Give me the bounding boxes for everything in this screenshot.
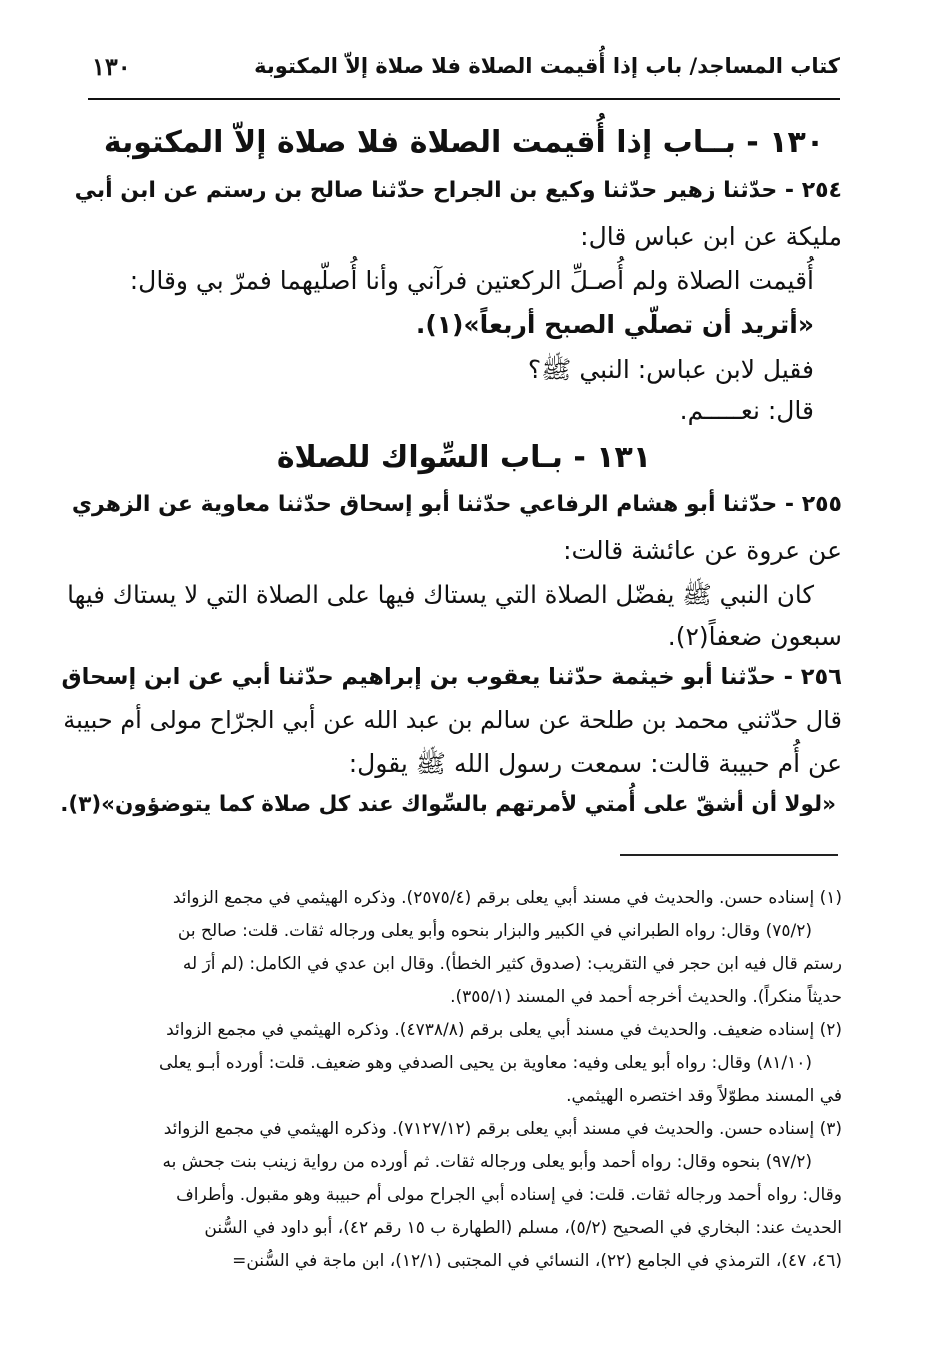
hadith-255-matn-line1: كان النبي ﷺ يفضّل الصلاة التي يستاك فيها على الصلاة التي لا يستاك فيها (67, 580, 814, 609)
footnote-1-line1: (١) إسناده حسن. والحديث في مسند أبي يعلى برقم (٢٥٧٥/٤). وذكره الهيثمي في مجمع الزوائد (172, 888, 842, 908)
hadith-256-isnad-line3: عن أُم حبيبة قالت: سمعت رسول الله ﷺ يقول: (348, 749, 842, 778)
footnote-1-line2: (٧٥/٢) وقال: رواه الطبراني في الكبير والبزار بنحوه وأبو يعلى ورجاله ثقات. قلت: صالح بن (177, 921, 812, 941)
hadith-255-isnad-line1: ٢٥٥ - حدّثنا أبو هشام الرفاعي حدّثنا أبو إسحاق حدّثنا معاوية عن الزهري (71, 492, 842, 517)
hadith-254-isnad-line1: ٢٥٤ - حدّثنا زهير حدّثنا وكيع بن الجراح حدّثنا صالح بن رستم عن ابن أبي (74, 178, 842, 203)
header-rule (88, 98, 840, 100)
footnote-1-line3: رستم قال فيه ابن حجر في التقريب: (صدوق كثير الخطأ). وقال ابن عدي في الكامل: (لم أرَ له (182, 954, 842, 974)
hadith-254-matn-line2: «أتريد أن تصلّي الصبح أربعاً»(١). (415, 310, 814, 339)
page-number: ١٣٠ (92, 52, 131, 81)
footnote-3-line2: (٩٧/٢) بنحوه وقال: رواه أحمد وأبو يعلى ورجاله ثقات. ثم أورده من رواية زينب بنت جحش به (162, 1152, 812, 1172)
footnote-1-line4: حديثاً منكراً). والحديث أخرجه أحمد في المسند (٣٥٥/١). (450, 987, 842, 1007)
footnote-3-line3: وقال: رواه أحمد ورجاله ثقات. قلت: في إسناده أبي الجراح مولى أم حبيبة وهو مقبول. وأطراف (176, 1185, 842, 1205)
footnote-3-line4: الحديث عند: البخاري في الصحيح (٥/٢)، مسلم (الطهارة ب ١٥ رقم ٤٢)، أبو داود في السُّنن (204, 1218, 842, 1238)
footnote-3-line5: (٤٦، ٤٧)، الترمذي في الجامع (٢٢)، النسائي في المجتبى (١٢/١)، ابن ماجة في السُّنن= (232, 1251, 842, 1271)
hadith-254-matn-line3: فقيل لابن عباس: النبي ﷺ؟ (527, 355, 814, 384)
footnote-separator (620, 854, 838, 856)
chapter-131-title: ١٣١ - بـاب السِّواك للصلاة (276, 440, 652, 475)
hadith-255-isnad-line2: عن عروة عن عائشة قالت: (563, 536, 842, 565)
hadith-254-matn-line4: قال: نعـــــم. (679, 396, 814, 425)
hadith-254-matn-line1: أُقيمت الصلاة ولم أُصـلِّ الركعتين فرآني وأنا أُصلّيهما فمرّ بي وقال: (129, 266, 814, 295)
hadith-256-matn-line1: «لولا أن أشقّ على أُمتي لأمرتهم بالسِّواك عند كل صلاة كما يتوضؤون»(٣). (60, 792, 836, 817)
chapter-130-title: ١٣٠ - بــاب إذا أُقيمت الصلاة فلا صلاة إلاّ المكتوبة (103, 125, 825, 160)
hadith-256-isnad-line2: قال حدّثني محمد بن طلحة عن سالم بن عبد الله عن أبي الجرّاح مولى أم حبيبة (63, 706, 842, 734)
hadith-255-matn-line2: سبعون ضعفاً(٢). (667, 622, 842, 651)
hadith-256-isnad-line1: ٢٥٦ - حدّثنا أبو خيثمة حدّثنا يعقوب بن إبراهيم حدّثنا أبي عن ابن إسحاق (61, 664, 842, 690)
footnote-2-line3: في المسند مطوّلاً وقد اختصره الهيثمي. (566, 1086, 842, 1106)
footnote-2-line1: (٢) إسناده ضعيف. والحديث في مسند أبي يعلى برقم (٤٧٣٨/٨). وذكره الهيثمي في مجمع الزوائد (166, 1020, 842, 1040)
footnote-2-line2: (٨١/١٠) وقال: رواه أبو يعلى وفيه: معاوية بن يحيى الصدفي وهو ضعيف. قلت: أورده أبـو يعلى (158, 1053, 812, 1073)
hadith-254-isnad-line2: مليكة عن ابن عباس قال: (580, 222, 842, 251)
running-title: كتاب المساجد/ باب إذا أُقيمت الصلاة فلا صلاة إلاّ المكتوبة (254, 54, 840, 78)
footnote-3-line1: (٣) إسناده حسن. والحديث في مسند أبي يعلى برقم (٧١٢٧/١٢). وذكره الهيثمي في مجمع الزوائد (163, 1119, 842, 1139)
